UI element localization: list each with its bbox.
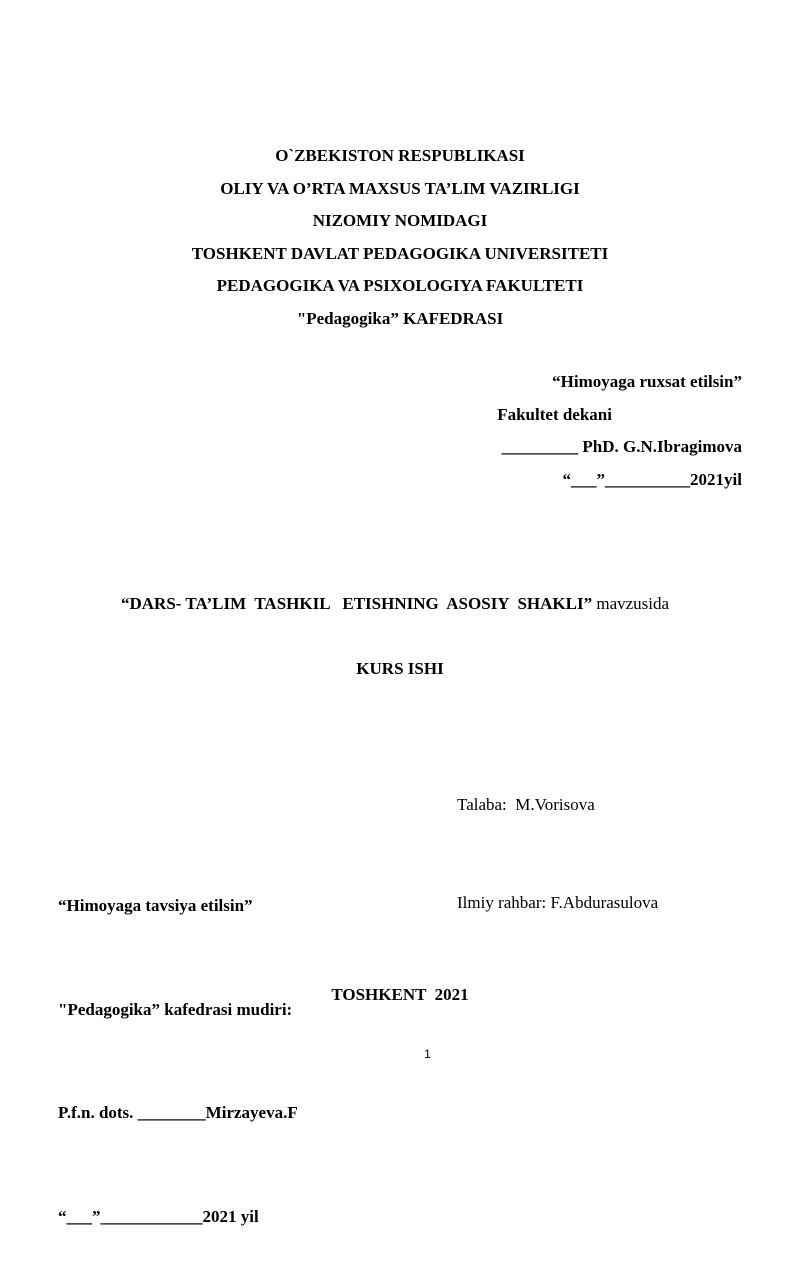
city-year: TOSHKENT 2021 <box>331 985 469 1004</box>
topic-line <box>121 594 669 614</box>
topic-title: “DARS- TA’LIM TASHKIL ETISHNING ASOSIY SHAKLI” <box>121 594 593 613</box>
recommendation-signature: P.f.n. dots. ________Mirzayeva.F <box>58 1103 298 1122</box>
approval-date: “___”__________2021yil <box>562 469 742 489</box>
header-university: TOSHKENT DAVLAT PEDAGOGIKA UNIVERSITETI <box>191 243 609 263</box>
approval-block <box>497 366 742 496</box>
recommendation-date: “___”____________2021 yil <box>58 1206 259 1226</box>
recommendation-title: “Himoyaga tavsiya etilsin” <box>58 896 253 915</box>
supervisor-name: Ilmiy rahbar: F.Abdurasulova <box>457 892 659 912</box>
approval-signature: _________ PhD. G.N.Ibragimova <box>501 437 742 456</box>
authors-block <box>457 724 658 952</box>
header-faculty: PEDAGOGIKA VA PSIXOLOGIYA FAKULTETI <box>216 276 584 295</box>
page-number: 1 <box>424 1047 431 1061</box>
header-named-after: NIZOMIY NOMIDAGI <box>312 211 488 230</box>
approval-title: “Himoyaga ruxsat etilsin” <box>552 372 742 391</box>
topic-suffix: mavzusida <box>592 594 670 613</box>
student-name: Talaba: M.Vorisova <box>457 795 595 814</box>
approval-role: Fakultet dekani <box>497 404 612 424</box>
header-country: O`ZBEKISTON RESPUBLIKASI <box>275 146 525 165</box>
work-type: KURS ISHI <box>356 659 444 678</box>
document-header <box>0 140 800 335</box>
header-department: "Pedagogika” KAFEDRASI <box>296 308 504 328</box>
header-ministry: OLIY VA O’RTA MAXSUS TA’LIM VAZIRLIGI <box>220 178 580 198</box>
recommendation-block <box>58 820 298 1269</box>
recommendation-role: "Pedagogika” kafedrasi mudiri: <box>58 999 293 1019</box>
